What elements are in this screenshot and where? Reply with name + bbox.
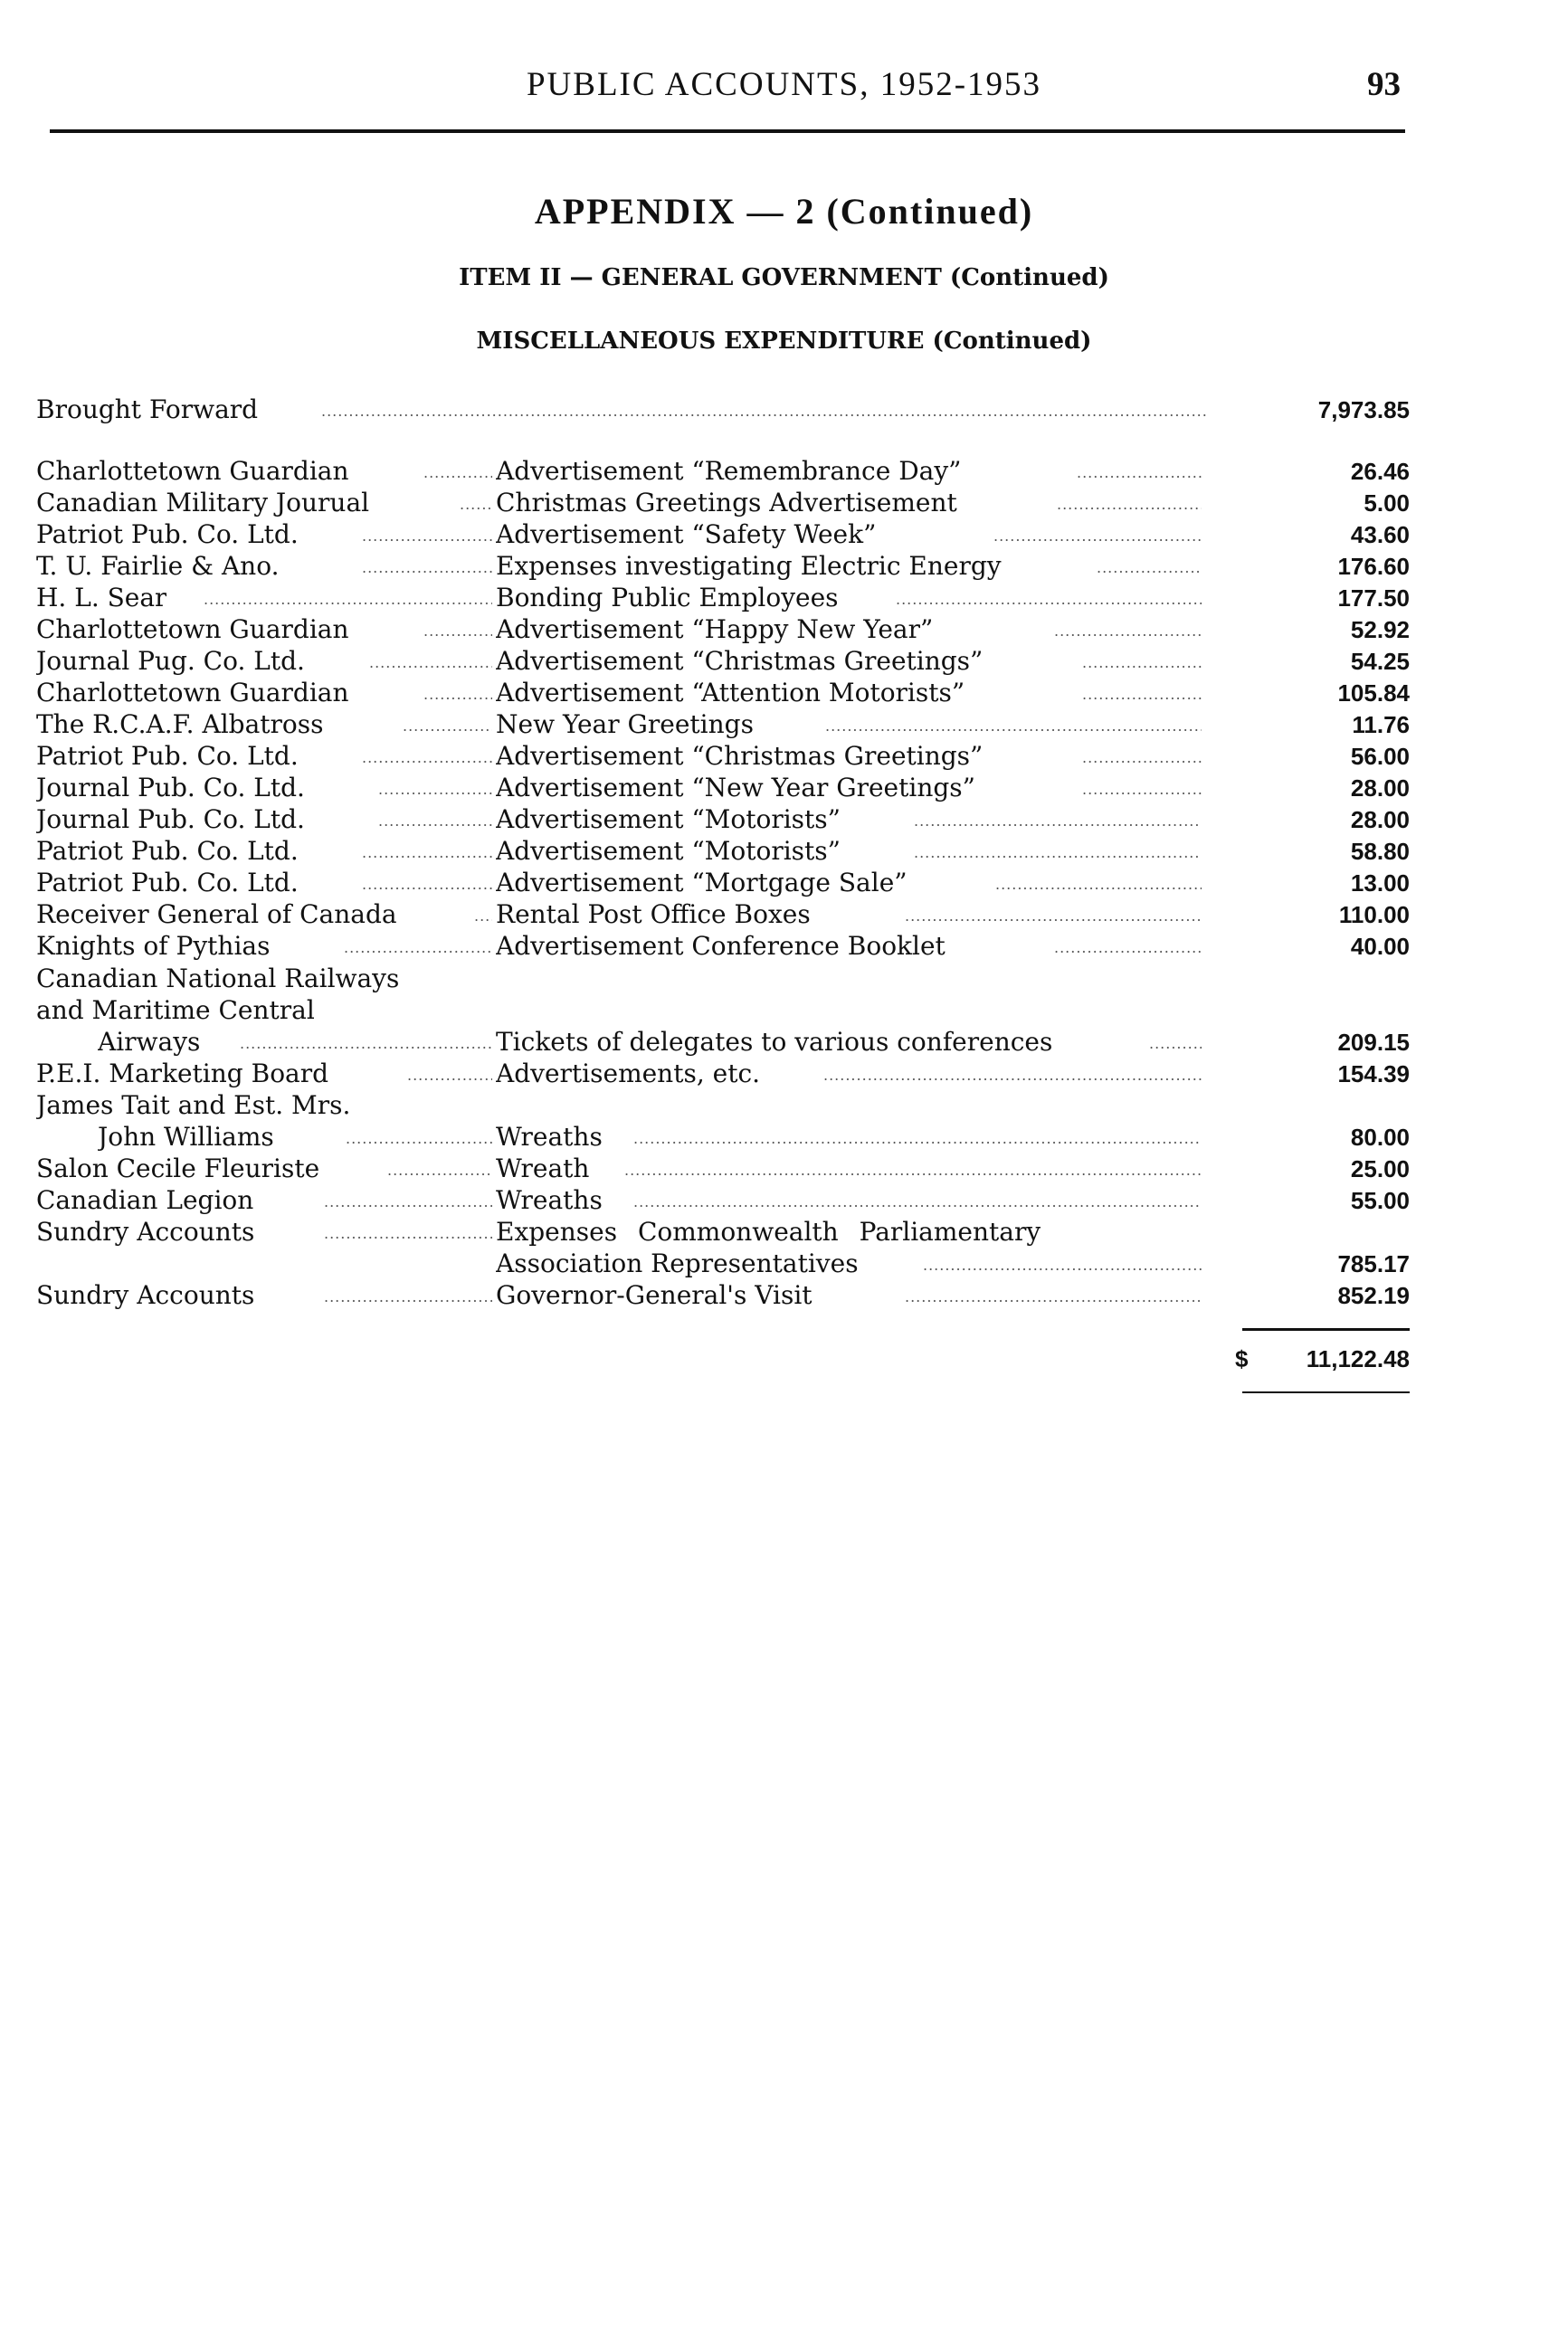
amount: 11.76 [1352,711,1410,738]
leader-dots [321,394,1208,425]
leader-dots [1054,614,1202,645]
leader-dots [633,1122,1202,1153]
payee-line: Airways [98,1027,201,1057]
total-rule-top [1242,1328,1410,1331]
amount: 177.50 [1337,584,1410,612]
payee: H. L. Sear [36,583,167,612]
payee-line: and Maritime Central [36,995,315,1025]
leader-dots [1054,931,1202,962]
description: Advertisement “Safety Week” [496,519,877,549]
leader-dots [423,614,492,645]
payee: Patriot Pub. Co. Ltd. [36,836,299,866]
description: Advertisement “Motorists” [496,804,841,834]
brought-forward-label: Brought Forward [36,394,259,424]
leader-dots [914,836,1202,867]
leader-dots [633,1185,1202,1216]
description: Advertisement “Christmas Greetings” [496,741,984,771]
amount: 80.00 [1350,1124,1410,1151]
header-rule [50,129,1405,133]
description: Tickets of delegates to various conferences [496,1027,1053,1057]
amount: 209.15 [1337,1029,1410,1056]
payee-line: James Tait and Est. Mrs. [36,1090,351,1120]
payee: Patriot Pub. Co. Ltd. [36,868,299,897]
description: Advertisement “New Year Greetings” [496,773,975,802]
brought-forward-amount: 7,973.85 [1317,396,1410,423]
leader-dots [346,1122,492,1153]
leader-dots [423,456,492,487]
amount: 5.00 [1364,489,1410,517]
leader-dots [1149,1027,1202,1058]
amount: 40.00 [1350,933,1410,960]
amount: 13.00 [1350,869,1410,897]
section-heading: MISCELLANEOUS EXPENDITURE (Continued) [476,328,1092,355]
payee-line: John Williams [98,1122,274,1152]
leader-dots [423,678,492,708]
leader-dots [324,1217,492,1248]
leader-dots [324,1280,492,1311]
leader-dots [378,804,492,835]
description: Advertisement “Attention Motorists” [496,678,965,707]
payee: Journal Pug. Co. Ltd. [36,646,305,676]
leader-dots [474,899,492,930]
payee: Salon Cecile Fleuriste [36,1154,320,1183]
leader-dots [825,709,1202,740]
amount: 110.00 [1338,901,1410,928]
total-rule-bottom [1242,1391,1410,1393]
description: Advertisement “Christmas Greetings” [496,646,984,676]
leader-dots [324,1185,492,1216]
amount: 52.92 [1350,616,1410,643]
payee: Sundry Accounts [36,1280,255,1310]
leader-dots [362,519,492,550]
leader-dots [1097,551,1202,582]
description: Rental Post Office Boxes [496,899,811,929]
amount: 43.60 [1350,521,1410,548]
leader-dots [896,583,1202,613]
leader-dots [624,1154,1202,1184]
payee: Patriot Pub. Co. Ltd. [36,519,299,549]
leader-dots [995,868,1202,898]
payee-line: Canadian National Railways [36,964,400,993]
payee: The R.C.A.F. Albatross [36,709,324,739]
description: Expenses investigating Electric Energy [496,551,1002,581]
description: Advertisement “Mortgage Sale” [496,868,908,897]
payee: Charlottetown Guardian [36,678,349,707]
leader-dots [1082,773,1202,803]
payee: Canadian Legion [36,1185,254,1215]
payee: T. U. Fairlie & Ano. [36,551,280,581]
payee: Canadian Military Jourual [36,488,370,517]
leader-dots [344,931,492,962]
amount: 28.00 [1350,806,1410,833]
description: Advertisements, etc. [496,1059,761,1088]
payee: Sundry Accounts [36,1217,255,1247]
payee: Knights of Pythias [36,931,271,961]
payee: Charlottetown Guardian [36,614,349,644]
payee: Patriot Pub. Co. Ltd. [36,741,299,771]
leader-dots [378,773,492,803]
leader-dots [823,1059,1202,1089]
amount: 28.00 [1350,774,1410,802]
payee: Receiver General of Canada [36,899,397,929]
leader-dots [905,899,1202,930]
leader-dots [993,519,1202,550]
leader-dots [460,488,492,518]
amount: 785.17 [1337,1250,1410,1277]
payee: Journal Pub. Co. Ltd. [36,773,305,802]
description: Advertisement “Motorists” [496,836,841,866]
payee: Charlottetown Guardian [36,456,349,486]
amount: 25.00 [1350,1155,1410,1182]
leader-dots [1082,741,1202,772]
description: Wreaths [496,1185,603,1215]
description: Advertisement “Happy New Year” [496,614,934,644]
description: Wreaths [496,1122,603,1152]
amount: 176.60 [1337,553,1410,580]
amount: 26.46 [1350,458,1410,485]
total-currency: $ [1235,1345,1249,1372]
amount: 105.84 [1337,679,1410,707]
leader-dots [923,1248,1202,1279]
appendix-heading: APPENDIX — 2 (Continued) [534,191,1034,232]
description: Wreath [496,1154,590,1183]
description-line: Association Representatives [496,1248,859,1278]
description: Christmas Greetings Advertisement [496,488,957,517]
description: Advertisement “Remembrance Day” [496,456,962,486]
payee: P.E.I. Marketing Board [36,1059,329,1088]
amount: 56.00 [1350,743,1410,770]
running-head [0,65,1568,110]
leader-dots [403,709,492,740]
description: Governor-General's Visit [496,1280,813,1310]
amount: 55.00 [1350,1187,1410,1214]
item-heading: ITEM II — GENERAL GOVERNMENT (Continued) [459,264,1109,291]
amount: 54.25 [1350,648,1410,675]
total-amount: 11,122.48 [1306,1345,1410,1372]
page-number: 93 [1367,66,1401,103]
leader-dots [1082,678,1202,708]
description: Advertisement Conference Booklet [496,931,946,961]
leader-dots [914,804,1202,835]
description: Bonding Public Employees [496,583,839,612]
leader-dots [362,836,492,867]
amount: 852.19 [1337,1282,1410,1309]
leader-dots [387,1154,492,1184]
running-head-title: PUBLIC ACCOUNTS, 1952-1953 [526,66,1042,103]
leader-dots [369,646,492,677]
leader-dots [204,583,492,613]
amount: 154.39 [1337,1060,1410,1087]
description-line: Expenses Commonwealth Parliamentary [496,1217,1041,1247]
leader-dots [362,868,492,898]
payee: Journal Pub. Co. Ltd. [36,804,305,834]
leader-dots [362,741,492,772]
leader-dots [905,1280,1202,1311]
leader-dots [362,551,492,582]
amount: 58.80 [1350,838,1410,865]
leader-dots [240,1027,492,1058]
leader-dots [1082,646,1202,677]
leader-dots [407,1059,492,1089]
description: New Year Greetings [496,709,754,739]
leader-dots [1077,456,1202,487]
leader-dots [1057,488,1202,518]
